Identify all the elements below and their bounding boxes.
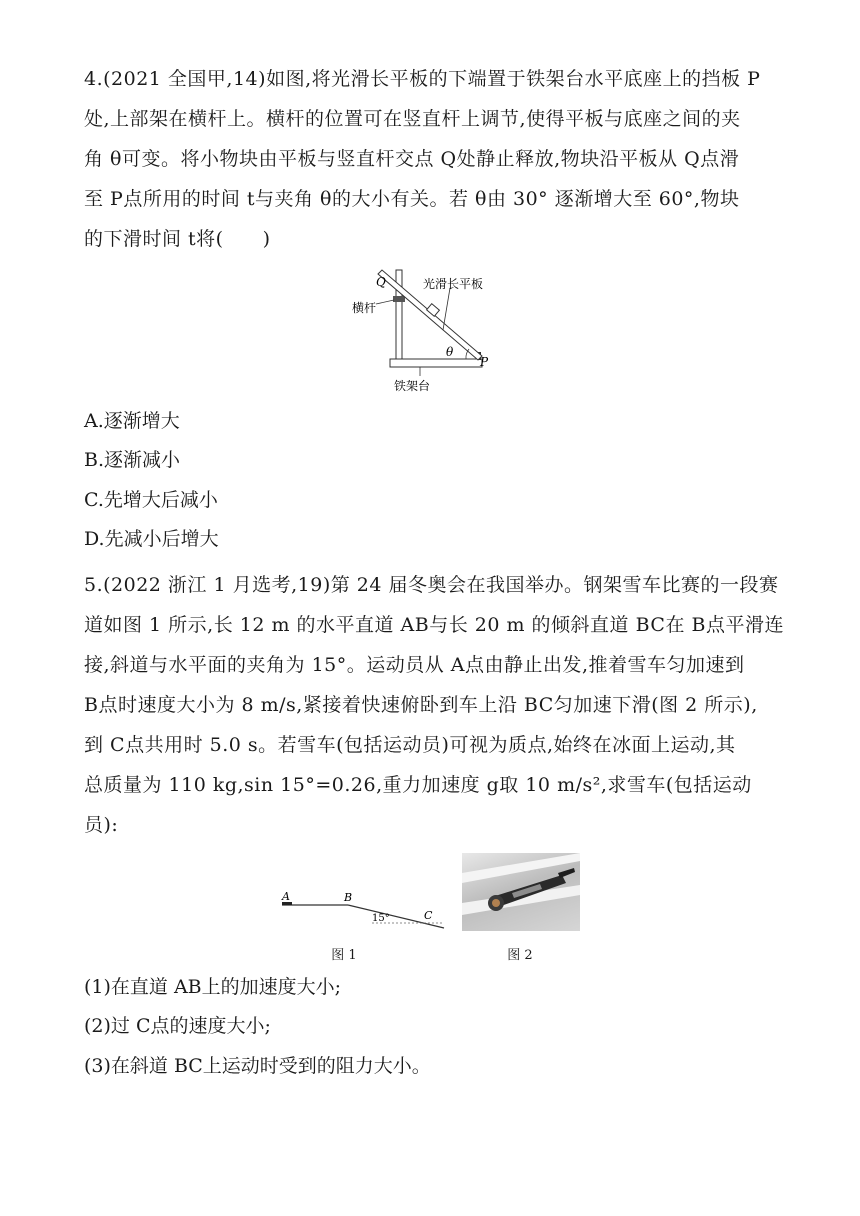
question-4-line: 至 P点所用的时间 t与夹角 θ的大小有关。若 θ由 30° 逐渐增大至 60°,物块 [84, 188, 740, 210]
label-p: P [480, 355, 489, 369]
question-5-line: B点时速度大小为 8 m/s,紧接着快速俯卧到车上沿 BC匀加速下滑(图 2 所示), [84, 694, 758, 716]
question-4-text [84, 59, 784, 259]
option-b: B.逐渐减小 [84, 449, 181, 471]
label-q: Q [376, 275, 386, 289]
rod-leader-line [376, 300, 394, 304]
question-4-figure [340, 266, 520, 398]
question-5-line: 道如图 1 所示,长 12 m 的水平直道 AB与长 20 m 的倾斜直道 BC在 B点平滑连 [84, 614, 784, 636]
label-b: B [344, 891, 353, 904]
label-theta: θ [446, 345, 454, 359]
question-4-line: 处,上部架在横杆上。横杆的位置可在竖直杆上调节,使得平板与底座之间的夹 [84, 108, 741, 130]
option-a: A.逐渐增大 [84, 410, 180, 432]
subquestion-1: (1)在直道 AB上的加速度大小; [84, 976, 342, 998]
label-stand: 铁架台 [394, 379, 431, 393]
question-5-text [84, 565, 784, 845]
question-5-line: 5.(2022 浙江 1 月选考,19)第 24 届冬奥会在我国举办。钢架雪车比赛的一段赛 [84, 574, 779, 596]
label-angle: 15° [372, 913, 390, 924]
figure-1-track [276, 880, 450, 932]
figure-2-photo [462, 853, 580, 931]
question-4-line: 角 θ可变。将小物块由平板与竖直杆交点 Q处静止释放,物块沿平板从 Q点滑 [84, 148, 740, 170]
subquestion-3: (3)在斜道 BC上运动时受到的阻力大小。 [84, 1055, 431, 1077]
option-c: C.先增大后减小 [84, 489, 218, 511]
option-d: D.先减小后增大 [84, 528, 219, 550]
label-board: 光滑长平板 [423, 277, 484, 291]
question-5-line: 到 C点共用时 5.0 s。若雪车(包括运动员)可视为质点,始终在冰面上运动,其 [84, 734, 736, 756]
label-crossbar: 横杆 [352, 301, 377, 315]
skeleton-rider-image [462, 853, 580, 931]
question-4-line: 4.(2021 全国甲,14)如图,将光滑长平板的下端置于铁架台水平底座上的挡板 P [84, 68, 761, 90]
question-5-line: 接,斜道与水平面的夹角为 15°。运动员从 A点由静止出发,推着雪车匀加速到 [84, 654, 745, 676]
stand-base [390, 359, 482, 367]
figure-2-caption: 图 2 [507, 948, 533, 963]
board-leader-line [443, 288, 450, 330]
subquestion-2: (2)过 C点的速度大小; [84, 1015, 271, 1037]
label-a: A [282, 890, 290, 903]
question-5-line: 员): [84, 814, 119, 836]
label-c: C [424, 909, 433, 922]
figure-1-caption: 图 1 [331, 948, 357, 963]
question-4-line: 的下滑时间 t将( ) [84, 228, 271, 250]
question-5-line: 总质量为 110 kg,sin 15°=0.26,重力加速度 g取 10 m/s²,求雪车(包括运动 [84, 774, 752, 796]
crossbar-clamp [393, 296, 405, 302]
